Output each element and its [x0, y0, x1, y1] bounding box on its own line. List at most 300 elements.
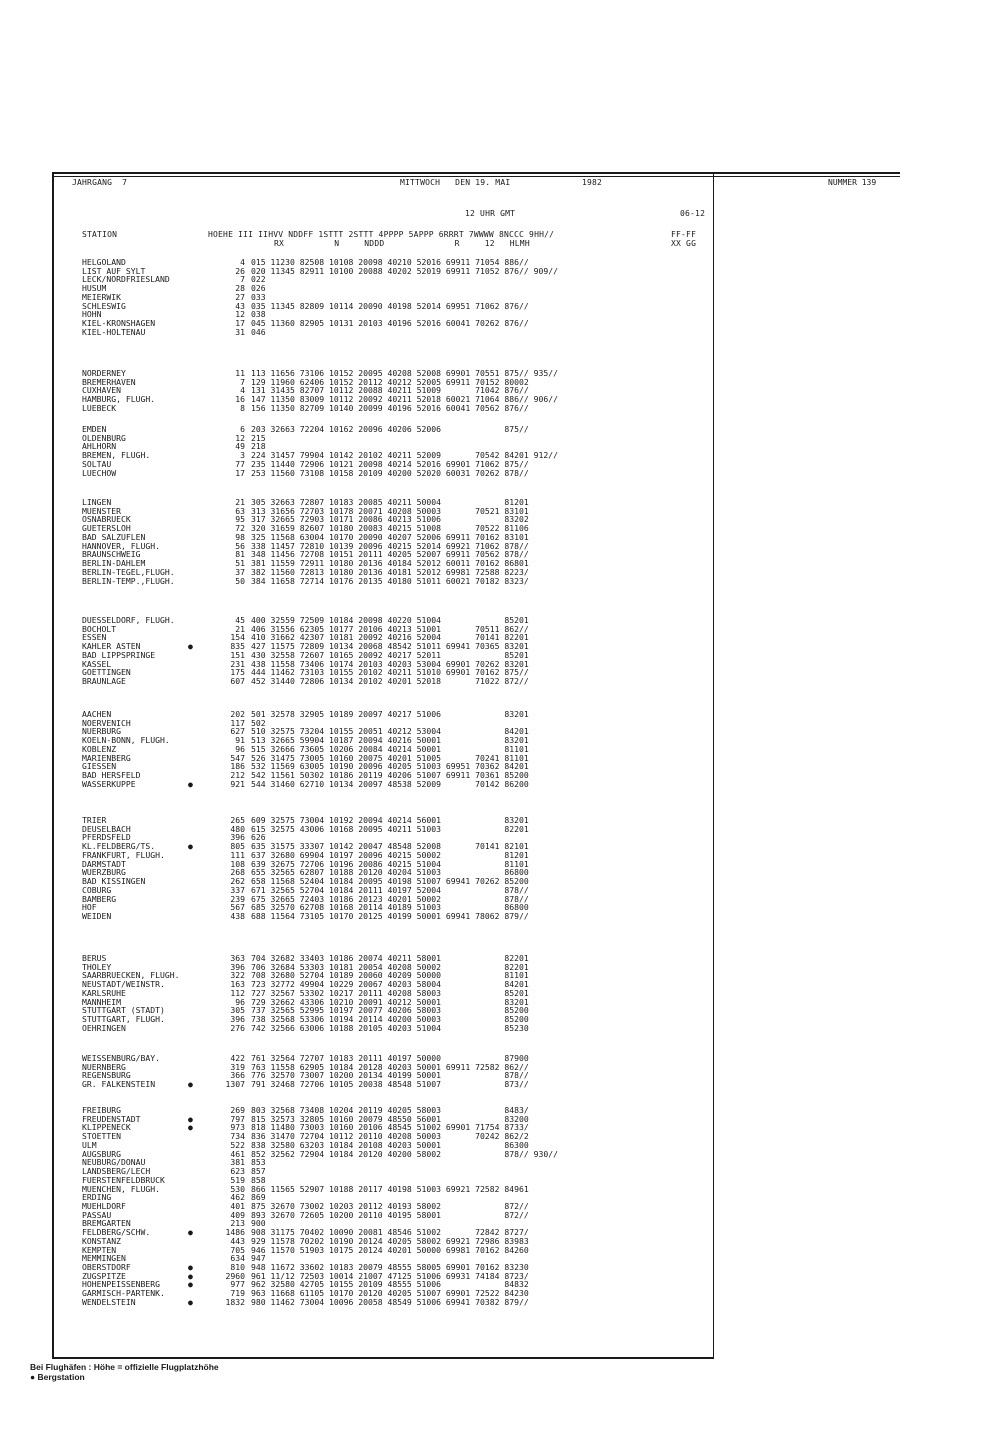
station-code-groups: 742 32566 63006 10188 20105 40203 51004 85230 [251, 1022, 529, 1033]
station-name: LANDSBERG/LECH [82, 1166, 151, 1176]
station-name: MARIENBERG [82, 752, 131, 763]
station-elevation: 50 [235, 575, 245, 586]
station-name: KIEL-HOLTENAU [82, 326, 146, 337]
station-name: DARMSTADT [82, 858, 126, 869]
footnote-mountain-station: ● Bergstation [30, 1372, 85, 1382]
station-row [0, 434, 1000, 443]
station-row [0, 284, 1000, 293]
station-code-groups: 615 32575 43006 10168 20095 40211 51003 82201 [251, 823, 529, 834]
station-code-groups: 737 32565 52995 10197 20077 40206 58003 85200 [251, 1005, 529, 1016]
station-name: ERDING [82, 1192, 112, 1203]
station-elevation: 519 [230, 1174, 245, 1185]
station-code-groups: 131 31435 82707 10112 20088 40211 51009 71042 876// [251, 385, 529, 396]
mountain-station-icon: ● [188, 1227, 193, 1238]
station-name: HOF [82, 902, 97, 913]
station-elevation: 396 [230, 832, 245, 843]
station-code-groups: 026 [251, 283, 266, 294]
station-code-groups: 430 32558 72607 10165 20092 40217 52011 85201 [251, 649, 529, 660]
station-code-groups: 708 32680 52704 10189 20060 40209 50000 81101 [251, 970, 529, 981]
station-code-groups: 637 32680 69904 10197 20096 40215 50002 81201 [251, 849, 529, 860]
station-row [0, 1150, 1000, 1159]
station-elevation: 269 [230, 1105, 245, 1115]
station-name: DEUSELBACH [82, 823, 131, 834]
station-code-groups: 203 32663 72204 10162 20096 40206 52006 875// [251, 424, 529, 434]
station-row [0, 1158, 1000, 1167]
station-elevation: 305 [230, 1005, 245, 1016]
station-name: FUERSTENFELDBRUCK [82, 1174, 165, 1185]
mountain-station-icon: ● [188, 1113, 193, 1124]
station-name: BOCHOLT [82, 623, 117, 634]
station-code-groups: 900 [251, 1218, 266, 1229]
station-code-groups: 033 [251, 291, 266, 302]
station-name: CUXHAVEN [82, 385, 121, 396]
station-name: LECK/NORDFRIESLAND [82, 274, 170, 285]
station-elevation: 112 [230, 987, 245, 998]
station-code-groups: 639 32675 72706 10196 20086 40215 51004 81101 [251, 858, 529, 869]
station-name: KAHLER ASTEN [82, 641, 141, 652]
time-range-right: 06-12 [680, 209, 706, 218]
station-code-groups: 626 [251, 832, 266, 843]
station-elevation: 422 [230, 1053, 245, 1063]
station-name: FRANKFURT, FLUGH. [82, 849, 165, 860]
station-code-groups: 452 31440 72806 10134 20102 40201 52018 71022 872// [251, 676, 529, 686]
station-elevation: 973 [230, 1122, 245, 1133]
code-columns-header: HOEHE III IIHVV NDDFF 1STTT 2STTT 4PPPP 5APPP 6RRRT 7WWWW 8NCCC 9HH// [208, 230, 555, 239]
station-name: OBERSTDORF [82, 1262, 131, 1272]
station-elevation: 154 [230, 632, 245, 643]
station-name: MUENCHEN, FLUGH. [82, 1183, 160, 1194]
station-elevation: 461 [230, 1148, 245, 1159]
station-code-groups: 763 11558 62905 10184 20128 40203 50001 69911 72582 862// [251, 1061, 529, 1072]
station-name: NEUSTADT/WEINSTR. [82, 979, 165, 990]
station-name: BAD HERSFELD [82, 770, 141, 780]
station-code-groups: 946 11570 51903 10175 20124 40201 50000 69981 70162 84260 [251, 1244, 529, 1255]
station-code-groups: 929 11578 70202 10190 20124 40205 58002 69921 72986 83983 [251, 1235, 529, 1246]
station-code-groups: 947 [251, 1253, 266, 1264]
station-code-groups: 857 [251, 1166, 266, 1176]
station-elevation: 175 [230, 667, 245, 678]
station-elevation: 111 [230, 849, 245, 860]
station-name: KOBLENZ [82, 743, 117, 754]
station-code-groups: 215 [251, 432, 266, 443]
station-name: ESSEN [82, 632, 107, 643]
station-elevation: 835 [230, 641, 245, 652]
station-elevation: 262 [230, 876, 245, 886]
station-name: MUENSTER [82, 505, 121, 516]
station-name: KEMPTEN [82, 1244, 117, 1255]
station-code-groups: 035 11345 82809 10114 20090 40198 52014 69951 71062 876// [251, 300, 529, 311]
station-elevation: 522 [230, 1139, 245, 1150]
frame-bottom-rule [52, 1357, 714, 1359]
station-elevation: 96 [235, 743, 245, 754]
station-elevation: 49 [235, 441, 245, 452]
station-name: BAD LIPPSPRINGE [82, 649, 156, 660]
station-name: PASSAU [82, 1209, 112, 1220]
station-elevation: 810 [230, 1262, 245, 1272]
station-row [0, 469, 1000, 478]
station-elevation: 8 [240, 402, 245, 413]
station-name: OLDENBURG [82, 432, 126, 443]
station-name: FREUDENSTADT [82, 1113, 141, 1124]
mountain-station-icon: ● [188, 1122, 193, 1133]
station-row [0, 425, 1000, 434]
station-name: DUESSELDORF, FLUGH. [82, 615, 175, 625]
station-name: MEIERWIK [82, 291, 121, 302]
station-name: BREMGARTEN [82, 1218, 131, 1229]
station-row [0, 275, 1000, 284]
station-name: GOETTINGEN [82, 667, 131, 678]
station-name: NEUBURG/DONAU [82, 1157, 146, 1168]
station-elevation: 231 [230, 658, 245, 669]
code-columns-subheader: RX N NDDD R 12 HLMH [274, 239, 530, 248]
station-code-groups: 224 31457 79904 10142 20102 40211 52009 70542 84201 912// [251, 450, 558, 461]
station-elevation: 547 [230, 752, 245, 763]
station-name: LUEBECK [82, 402, 117, 413]
station-elevation: 443 [230, 1235, 245, 1246]
station-name: LUECHOW [82, 467, 117, 478]
station-code-groups: 635 31575 33307 10142 20047 48548 52008 70141 82101 [251, 841, 529, 852]
year-label: 1982 [582, 178, 603, 187]
station-elevation: 12 [235, 432, 245, 443]
station-column-header: STATION [82, 230, 118, 239]
station-elevation: 12 [235, 309, 245, 320]
station-elevation: 108 [230, 858, 245, 869]
station-name: BERUS [82, 953, 107, 963]
station-elevation: 96 [235, 996, 245, 1007]
station-code-groups: 515 32666 73605 10206 20084 40214 50001 81101 [251, 743, 529, 754]
date-label: MITTWOCH DEN 19. MAI [400, 178, 511, 187]
station-elevation: 623 [230, 1166, 245, 1176]
station-elevation: 56 [235, 540, 245, 551]
station-code-groups: 704 32682 33403 10186 20074 40211 58001 82201 [251, 953, 529, 963]
station-row [0, 319, 1000, 328]
station-elevation: 212 [230, 770, 245, 780]
station-code-groups: 675 32665 72403 10186 20123 40201 50002 878// [251, 893, 529, 904]
station-elevation: 17 [235, 318, 245, 328]
station-elevation: 438 [230, 910, 245, 921]
station-row [0, 825, 1000, 834]
station-elevation: 396 [230, 1014, 245, 1024]
station-code-groups: 542 11561 50302 10186 20119 40206 51007 69911 70361 85200 [251, 770, 529, 780]
station-code-groups: 671 32565 52704 10184 20111 40197 52004 878// [251, 884, 529, 895]
station-code-groups: 510 32575 73204 10155 20051 40212 53004 84201 [251, 726, 529, 737]
station-elevation: 28 [235, 283, 245, 294]
station-elevation: 72 [235, 523, 245, 534]
observation-time: 12 UHR GMT [465, 209, 516, 218]
station-name: NUERBURG [82, 726, 121, 737]
station-code-groups: 305 32663 72807 10183 20085 40211 50004 81201 [251, 497, 529, 507]
station-code-groups: 038 [251, 309, 266, 320]
station-row [0, 1298, 1000, 1307]
station-code-groups: 544 31460 62710 10134 20097 48538 52009 70142 86200 [251, 778, 529, 789]
station-name: BERLIN-TEGEL,FLUGH. [82, 566, 175, 577]
station-elevation: 396 [230, 961, 245, 972]
jahrgang-label: JAHRGANG 7 [72, 178, 128, 187]
wind-gust-header: FF-FF [671, 230, 697, 239]
station-code-groups: 655 32565 62807 10188 20120 40204 51003 86800 [251, 867, 529, 878]
station-name: STUTTGART (STADT) [82, 1005, 165, 1016]
station-name: LINGEN [82, 497, 112, 507]
station-row [0, 1024, 1000, 1033]
station-name: BRAUNSCHWEIG [82, 549, 141, 560]
station-name: BAD SALZUFLEN [82, 531, 146, 542]
station-name: BREMERHAVEN [82, 376, 136, 387]
station-code-groups: 381 11559 72911 10180 20136 40184 52012 60011 70162 86801 [251, 558, 529, 568]
station-elevation: 77 [235, 458, 245, 469]
station-elevation: 21 [235, 497, 245, 507]
station-code-groups: 532 11569 63005 10190 20096 40205 51003 69951 70362 84201 [251, 761, 529, 772]
station-elevation: 91 [235, 735, 245, 746]
station-elevation: 276 [230, 1022, 245, 1033]
station-name: FELDBERG/SCHW. [82, 1227, 151, 1238]
station-name: SOLTAU [82, 458, 112, 469]
station-code-groups: 045 11360 82905 10131 20103 40196 52016 60041 70262 876// [251, 318, 529, 328]
station-elevation: 16 [235, 394, 245, 405]
station-elevation: 27 [235, 291, 245, 302]
station-name: WUERZBURG [82, 867, 126, 878]
station-elevation: 98 [235, 531, 245, 542]
station-row [0, 1211, 1000, 1220]
mountain-station-icon: ● [188, 1296, 193, 1307]
station-name: LIST AUF SYLT [82, 265, 146, 276]
station-row [0, 677, 1000, 686]
station-name: GUETERSLOH [82, 523, 131, 534]
station-name: BAMBERG [82, 893, 117, 904]
mountain-station-icon: ● [188, 1262, 193, 1272]
station-name: BAD KISSINGEN [82, 876, 146, 886]
station-name: FREIBURG [82, 1105, 121, 1115]
station-elevation: 2960 [225, 1270, 245, 1281]
station-elevation: 11 [235, 368, 245, 378]
station-code-groups: 410 31662 42307 10181 20092 40216 52004 70141 82201 [251, 632, 529, 643]
station-code-groups: 235 11440 72906 10121 20098 40214 52016 69901 71062 875// [251, 458, 529, 469]
station-code-groups: 963 11668 61105 10170 20120 40205 51007 69901 72522 84230 [251, 1288, 529, 1299]
station-name: KARLSRUHE [82, 987, 126, 998]
station-elevation: 186 [230, 761, 245, 772]
station-elevation: 21 [235, 623, 245, 634]
station-code-groups: 723 32772 49904 10229 20067 40203 58004 84201 [251, 979, 529, 990]
station-elevation: 63 [235, 505, 245, 516]
station-code-groups: 502 [251, 717, 266, 728]
station-code-groups: 020 11345 82911 10100 20088 40202 52019 69911 71052 876// 909// [251, 265, 558, 276]
station-code-groups: 348 11456 72708 10151 20111 40205 52007 69911 70562 878// [251, 549, 529, 560]
station-name: KASSEL [82, 658, 112, 669]
station-code-groups: 253 11560 73108 10158 20109 40200 52020 60031 70262 878// [251, 467, 529, 478]
station-code-groups: 893 32670 72605 10200 20110 40195 58001 872// [251, 1209, 529, 1220]
station-code-groups: 113 11656 73106 10152 20095 40208 52008 69901 70551 875// 935// [251, 368, 558, 378]
station-elevation: 45 [235, 615, 245, 625]
station-name: KLIPPENECK [82, 1122, 131, 1133]
station-row [0, 912, 1000, 921]
station-code-groups: 815 32573 32805 10160 20079 48550 56001 83200 [251, 1113, 529, 1124]
station-code-groups: 015 11230 82508 10108 20098 40210 52016 69911 71054 886// [251, 257, 529, 267]
station-code-groups: 727 32567 53302 10217 20111 40208 58003 85201 [251, 987, 529, 998]
station-row [0, 404, 1000, 413]
station-name: BRAUNLAGE [82, 676, 126, 686]
station-name: NUERNBERG [82, 1061, 126, 1072]
station-row [0, 302, 1000, 311]
station-code-groups: 838 32580 63203 10184 20108 40203 50001 86300 [251, 1139, 529, 1150]
station-name: GARMISCH-PARTENK. [82, 1288, 165, 1299]
station-row [0, 780, 1000, 789]
station-elevation: 734 [230, 1131, 245, 1142]
station-elevation: 268 [230, 867, 245, 878]
station-code-groups: 438 11558 73406 10174 20103 40203 53004 69901 70262 83201 [251, 658, 529, 669]
station-code-groups: 218 [251, 441, 266, 452]
station-elevation: 7 [240, 376, 245, 387]
station-elevation: 43 [235, 300, 245, 311]
station-name: WEISSENBURG/BAY. [82, 1053, 160, 1063]
station-elevation: 17 [235, 467, 245, 478]
station-name: HELGOLAND [82, 257, 126, 267]
station-code-groups: 776 32570 73007 10200 20134 40199 50001 878// [251, 1070, 529, 1081]
station-code-groups: 688 11564 73105 10170 20125 40199 50001 69941 78062 879// [251, 910, 529, 921]
station-code-groups: 501 32578 32905 10189 20097 40217 51006 83201 [251, 709, 529, 719]
station-elevation: 265 [230, 815, 245, 825]
station-code-groups: 338 11457 72810 10139 20096 40215 52014 69921 71062 878// [251, 540, 529, 551]
station-name: WEIDEN [82, 910, 112, 921]
station-elevation: 366 [230, 1070, 245, 1081]
station-name: NOERVENICH [82, 717, 131, 728]
station-code-groups: 609 32575 73004 10192 20094 40214 56001 83201 [251, 815, 529, 825]
station-row [0, 710, 1000, 719]
station-name: GR. FALKENSTEIN [82, 1079, 156, 1090]
station-code-groups: 706 32684 53303 10181 20054 40208 50002 82201 [251, 961, 529, 972]
station-code-groups: 022 [251, 274, 266, 285]
station-name: NORDERNEY [82, 368, 126, 378]
station-name: KONSTANZ [82, 1235, 121, 1246]
station-name: STOETTEN [82, 1131, 121, 1142]
station-name: KOELN-BONN, FLUGH. [82, 735, 170, 746]
station-code-groups: 858 [251, 1174, 266, 1185]
station-code-groups: 836 31470 72704 10112 20110 40208 50003 70242 862/2 [251, 1131, 529, 1142]
station-elevation: 409 [230, 1209, 245, 1220]
station-elevation: 3 [240, 450, 245, 461]
footnote-airports: Bei Flughäfen : Höhe = offizielle Flugplatzhöhe [30, 1362, 219, 1372]
station-elevation: 6 [240, 424, 245, 434]
station-name: HANNOVER, FLUGH. [82, 540, 160, 551]
station-code-groups: 948 11672 33602 10183 20079 48555 58005 69901 70162 83230 [251, 1262, 529, 1272]
station-code-groups: 444 11462 73103 10155 20102 40211 51010 69901 70162 875// [251, 667, 529, 678]
station-row [0, 1185, 1000, 1194]
station-code-groups: 526 31475 73005 10160 20075 40201 51005 70241 81101 [251, 752, 529, 763]
station-name: KIEL-KRONSHAGEN [82, 318, 156, 328]
station-elevation: 202 [230, 709, 245, 719]
station-elevation: 213 [230, 1218, 245, 1229]
station-code-groups: 853 [251, 1157, 266, 1168]
station-elevation: 1832 [225, 1296, 245, 1307]
station-code-groups: 685 32570 62708 10168 20114 40189 51003 86800 [251, 902, 529, 913]
station-elevation: 381 [230, 1157, 245, 1168]
station-elevation: 567 [230, 902, 245, 913]
mountain-station-icon: ● [188, 778, 193, 789]
station-elevation: 239 [230, 893, 245, 904]
station-code-groups: 875 32670 73002 10203 20112 40193 58002 872// [251, 1200, 529, 1211]
station-name: HAMBURG, FLUGH. [82, 394, 156, 405]
frame-top-rule-2 [52, 176, 900, 177]
station-code-groups: 317 32665 72903 10171 20086 40213 51006 83202 [251, 514, 529, 525]
mountain-station-icon: ● [188, 641, 193, 652]
station-name: ULM [82, 1139, 97, 1150]
station-code-groups: 325 11568 63004 10170 20090 40207 52006 69911 70162 83101 [251, 531, 529, 542]
station-elevation: 81 [235, 549, 245, 560]
station-name: GIESSEN [82, 761, 117, 772]
station-code-groups: 869 [251, 1192, 266, 1203]
station-elevation: 51 [235, 558, 245, 568]
station-name: EMDEN [82, 424, 107, 434]
station-name: SAARBRUECKEN, FLUGH. [82, 970, 180, 981]
station-row [0, 328, 1000, 337]
station-elevation: 337 [230, 884, 245, 895]
station-elevation: 151 [230, 649, 245, 660]
station-name: KL.FELDBERG/TS. [82, 841, 156, 852]
station-elevation: 1486 [225, 1227, 245, 1238]
station-elevation: 401 [230, 1200, 245, 1211]
station-code-groups: 961 11/12 72503 10014 21007 47125 51006 69931 74184 8723/ [251, 1270, 529, 1281]
mountain-station-icon: ● [188, 1270, 193, 1281]
station-elevation: 977 [230, 1279, 245, 1290]
station-code-groups: 791 32468 72706 10105 20038 48548 51007 873// [251, 1079, 529, 1090]
station-row [0, 577, 1000, 586]
station-code-groups: 384 11658 72714 10176 20135 40180 51011 60021 70182 8323/ [251, 575, 529, 586]
station-elevation: 719 [230, 1288, 245, 1299]
station-code-groups: 406 31556 62305 10177 20106 40213 51001 70511 862// [251, 623, 529, 634]
mountain-station-icon: ● [188, 841, 193, 852]
station-name: BERLIN-DAHLEM [82, 558, 146, 568]
station-elevation: 797 [230, 1113, 245, 1124]
station-code-groups: 156 11350 82709 10140 20099 40196 52016 60041 70562 876// [251, 402, 529, 413]
station-code-groups: 046 [251, 326, 266, 337]
station-code-groups: 400 32559 72509 10184 20098 40220 51004 85201 [251, 615, 529, 625]
station-name: OEHRINGEN [82, 1022, 126, 1033]
station-name: OSNABRUECK [82, 514, 131, 525]
station-code-groups: 513 32665 59904 10187 20094 40216 50001 83201 [251, 735, 529, 746]
station-elevation: 634 [230, 1253, 245, 1264]
station-row [0, 1246, 1000, 1255]
station-name: MUEHLDORF [82, 1200, 126, 1211]
station-name: REGENSBURG [82, 1070, 131, 1081]
station-name: HOHENPEISSENBERG [82, 1279, 160, 1290]
station-name: COBURG [82, 884, 112, 895]
station-code-groups: 129 11960 62406 10152 20112 40212 52005 69911 70152 80002 [251, 376, 529, 387]
station-elevation: 805 [230, 841, 245, 852]
mountain-station-icon: ● [188, 1079, 193, 1090]
station-elevation: 607 [230, 676, 245, 686]
station-name: STUTTGART, FLUGH. [82, 1014, 165, 1024]
frame-top-rule [52, 172, 900, 174]
station-code-groups: 729 32662 43306 10210 20091 40212 50001 83201 [251, 996, 529, 1007]
station-elevation: 95 [235, 514, 245, 525]
station-name: MEMMINGEN [82, 1253, 126, 1264]
station-code-groups: 761 32564 72707 10183 20111 40197 50000 87900 [251, 1053, 529, 1063]
station-elevation: 26 [235, 265, 245, 276]
station-name: THOLEY [82, 961, 112, 972]
station-code-groups: 427 11575 72809 10134 20068 48542 51011 69941 70365 83201 [251, 641, 529, 652]
station-row [0, 1080, 1000, 1089]
station-code-groups: 382 11560 72813 10180 20136 40181 52012 69981 72588 8223/ [251, 566, 529, 577]
station-name: ZUGSPITZE [82, 1270, 126, 1281]
station-elevation: 117 [230, 717, 245, 728]
station-name: BERLIN-TEMP.,FLUGH. [82, 575, 175, 586]
station-name: AACHEN [82, 709, 112, 719]
station-code-groups: 962 32580 42705 10155 20109 48555 51006 84832 [251, 1279, 529, 1290]
station-name: PFERDSFELD [82, 832, 131, 843]
station-code-groups: 908 31175 70402 10090 20081 48546 51002 72842 8727/ [251, 1227, 529, 1238]
mountain-station-icon: ● [188, 1279, 193, 1290]
station-code-groups: 818 11480 73003 10160 20106 48545 51002 69901 71754 8733/ [251, 1122, 529, 1133]
station-code-groups: 866 11565 52907 10188 20117 40198 51003 69921 72582 84961 [251, 1183, 529, 1194]
issue-number: NUMMER 139 [828, 178, 877, 187]
